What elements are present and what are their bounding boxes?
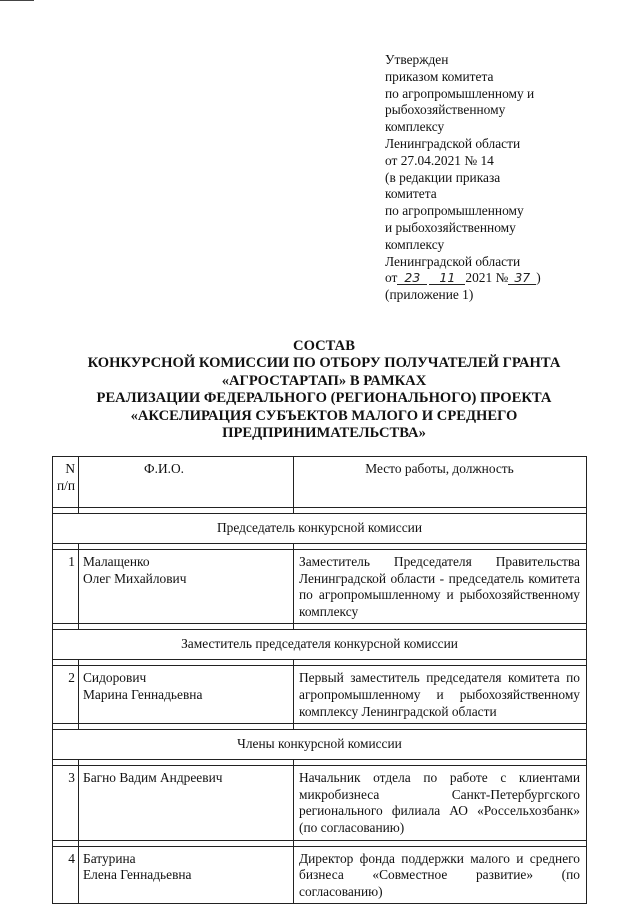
table-row bbox=[53, 550, 587, 624]
title-line: «АГРОСТАРТАП» В РАМКАХ bbox=[221, 372, 427, 389]
approval-stamp-block bbox=[385, 52, 585, 304]
approval-line: Ленинградской области bbox=[385, 253, 521, 269]
table-header-row bbox=[53, 457, 587, 508]
header-name: Ф.И.О. bbox=[79, 457, 294, 508]
close-paren: ) bbox=[536, 270, 541, 286]
corner-scan-mark bbox=[0, 0, 34, 1]
member-given-names: Марина Геннадьевна bbox=[83, 686, 203, 702]
member-surname: Батурина bbox=[83, 850, 136, 866]
member-given-names: Елена Геннадьевна bbox=[83, 867, 192, 883]
approval-line: и рыбохозяйственному bbox=[385, 219, 516, 235]
approval-line: рыбохозяйственному bbox=[385, 102, 506, 118]
approval-line: комплексу bbox=[385, 119, 445, 135]
member-surname: Сидорович bbox=[83, 670, 147, 686]
member-given-names: Олег Михайлович bbox=[83, 570, 187, 586]
member-name bbox=[79, 666, 294, 724]
title-line: СОСТАВ bbox=[293, 338, 355, 354]
row-number: 4 bbox=[53, 846, 79, 904]
approval-line: (в редакции приказа bbox=[385, 169, 501, 185]
date-prefix: от bbox=[385, 270, 398, 286]
commission-members-table bbox=[52, 456, 587, 904]
member-name bbox=[79, 550, 294, 624]
approval-line: комплексу bbox=[385, 236, 445, 252]
section-heading-chair: Председатель конкурсной комиссии bbox=[53, 514, 587, 544]
section-row bbox=[53, 514, 587, 544]
member-position: Первый заместитель председателя комитета по агропромышленному и рыбохозяйственному комплексу Ленинградской области bbox=[294, 666, 587, 724]
member-name bbox=[79, 846, 294, 904]
approval-line: Ленинградской области bbox=[385, 135, 521, 151]
title-line: «АКСЕЛИРАЦИЯ СУБЪЕКТОВ МАЛОГО И СРЕДНЕГО bbox=[130, 407, 518, 424]
date-year: 2021 bbox=[465, 270, 493, 286]
row-number: 2 bbox=[53, 666, 79, 724]
table-row bbox=[53, 666, 587, 724]
amendment-date-line bbox=[385, 270, 585, 287]
section-row bbox=[53, 630, 587, 660]
section-heading-members: Члены конкурсной комиссии bbox=[53, 730, 587, 760]
member-full-name: Багно Вадим Андреевич bbox=[83, 770, 223, 786]
appendix-label: (приложение 1) bbox=[385, 287, 474, 303]
document-title bbox=[40, 338, 608, 442]
approval-line: от 27.04.2021 № 14 bbox=[385, 152, 494, 168]
approval-line: комитета bbox=[385, 186, 437, 202]
section-row bbox=[53, 730, 587, 760]
title-line: КОНКУРСНОЙ КОМИССИИ ПО ОТБОРУ ПОЛУЧАТЕЛЕЙ ГРАНТА bbox=[87, 355, 561, 372]
member-name bbox=[79, 766, 294, 840]
member-position: Директор фонда поддержки малого и среднего бизнеса «Совместное развитие» (по согласованию) bbox=[294, 846, 587, 904]
row-number: 1 bbox=[53, 550, 79, 624]
number-sign: № bbox=[495, 270, 509, 286]
member-surname: Малащенко bbox=[83, 554, 150, 569]
title-line: РЕАЛИЗАЦИИ ФЕДЕРАЛЬНОГО (РЕГИОНАЛЬНОГО) ПРОЕКТА bbox=[96, 390, 552, 407]
handwritten-order-number: 37 bbox=[508, 271, 536, 285]
row-number: 3 bbox=[53, 766, 79, 840]
handwritten-day: 23 bbox=[397, 271, 427, 285]
handwritten-month: 11 bbox=[429, 271, 465, 285]
member-position: Начальник отдела по работе с клиентами микробизнеса Санкт-Петербургского регионального филиала АО «Россельхозбанк» (по согласованию) bbox=[294, 766, 587, 840]
table-row bbox=[53, 846, 587, 904]
title-line: ПРЕДПРИНИМАТЕЛЬСТВА» bbox=[222, 425, 426, 442]
header-position: Место работы, должность bbox=[294, 457, 587, 508]
header-number: N п/п bbox=[53, 457, 79, 508]
approval-line: Утвержден bbox=[385, 52, 449, 67]
section-heading-deputy: Заместитель председателя конкурсной комиссии bbox=[53, 630, 587, 660]
approval-line: по агропромышленному bbox=[385, 203, 524, 219]
approval-line: по агропромышленному и bbox=[385, 85, 535, 101]
member-position: Заместитель Председателя Правительства Ленинградской области - председатель комитета по агропромышленному и рыбохозяйственному комплексу bbox=[294, 550, 587, 624]
table-row bbox=[53, 766, 587, 840]
approval-line: приказом комитета bbox=[385, 68, 494, 84]
